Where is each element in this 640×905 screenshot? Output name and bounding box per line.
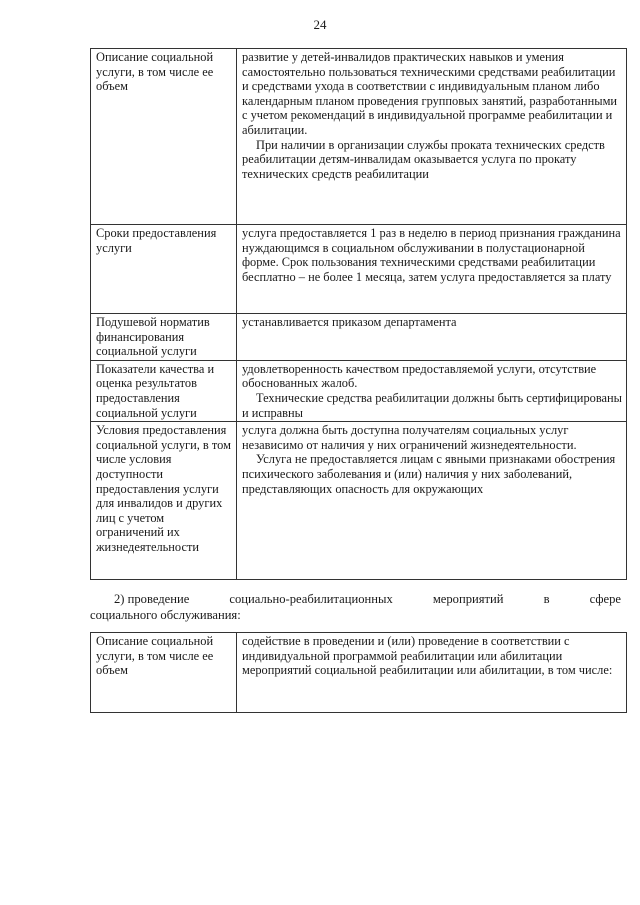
paragraph-word: социально-реабилитационных xyxy=(229,592,393,606)
row-label: Сроки предоставления услуги xyxy=(91,225,237,314)
row-paragraph: содействие в проведении и (или) проведение в соответствии с индивидуальной программой реабилитации или абилитации мероприятий социальной реабилитации или абилитации, в том числе: xyxy=(242,634,613,678)
row-label: Подушевой норматив финансирования социальной услуги xyxy=(91,314,237,361)
paragraph-word: мероприятий xyxy=(432,592,504,606)
row-paragraph: услуга должна быть доступна получателям социальных услуг независимо от наличия у них ограничений жизнедеятельности. xyxy=(242,423,577,452)
row-label: Показатели качества и оценка результатов предоставления социальной услуги xyxy=(91,360,237,421)
table-row xyxy=(91,225,627,314)
service-table xyxy=(90,48,627,580)
table-row xyxy=(91,314,627,361)
row-value xyxy=(237,49,627,225)
row-value xyxy=(237,225,627,314)
row-paragraph: При наличии в организации службы проката технических средств реабилитации детям-инвалидам оказывается услуга по прокату технических средств реабилитации xyxy=(242,137,605,181)
row-value xyxy=(237,314,627,361)
row-value xyxy=(237,360,627,421)
section-paragraph xyxy=(90,592,621,623)
row-label: Описание социальной услуги, в том числе ее объем xyxy=(91,633,237,713)
paragraph-line: социального обслуживания: xyxy=(90,607,241,622)
row-label: Условия предоставления социальной услуги, в том числе условия доступности предоставления услуги для инвалидов и других лиц с учетом ограничений их жизнедеятельности xyxy=(91,422,237,580)
row-paragraph: развитие у детей-инвалидов практических навыков и умения самостоятельно пользоваться техническими средствами реабилитации и средствами ухода в соответствии с индивидуальным планом либо календарным планом проведения групповых занятий, разработанными с учетом рекомендаций в индивидуальной программе реабилитации и абилитации. xyxy=(242,50,618,137)
row-paragraph: удовлетворенность качеством предоставляемой услуги, отсутствие обоснованных жалоб. xyxy=(242,361,597,391)
row-label: Описание социальной услуги, в том числе ее объем xyxy=(91,49,237,225)
row-value xyxy=(237,422,627,580)
table-row xyxy=(91,422,627,580)
paragraph-word: в xyxy=(543,592,550,606)
paragraph-word: сфере xyxy=(589,592,621,606)
row-value xyxy=(237,633,627,713)
row-paragraph: услуга предоставляется 1 раз в неделю в период признания гражданина нуждающимся в социальном обслуживании в полустационарной форме. Срок пользования техническими средствами реабилитации бесплатно – не более 1 месяца, затем услуга предоставляется за плату xyxy=(242,226,621,284)
row-paragraph: устанавливается приказом департамента xyxy=(242,315,457,329)
table-row xyxy=(91,360,627,421)
table-row xyxy=(91,49,627,225)
row-paragraph: Технические средства реабилитации должны быть сертифицированы и исправны xyxy=(242,390,622,420)
paragraph-word: 2) проведение xyxy=(114,592,190,606)
table-row xyxy=(91,633,627,713)
paragraph-line xyxy=(90,592,621,608)
service-table-2 xyxy=(90,632,627,713)
page-number: 24 xyxy=(313,17,327,32)
row-paragraph: Услуга не предоставляется лицам с явными признаками обострения психического заболевания и (или) наличия у них заболеваний, представляющих опасность для окружающих xyxy=(242,452,616,496)
